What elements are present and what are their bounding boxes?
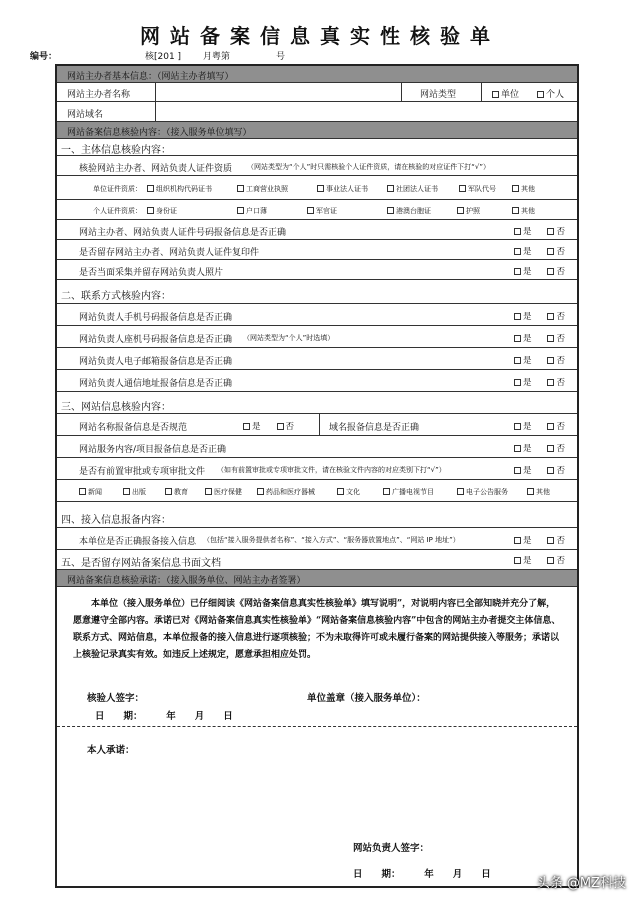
question-row: 是否当面采集并留存网站负责人照片 是 否 xyxy=(57,260,577,280)
question-row xyxy=(57,550,577,570)
person-cert-row: 个人证件资质： 身份证 户口薄 军官证 港澳台胞证 护照 其他 xyxy=(57,200,577,220)
domain-label: 网站域名 xyxy=(67,110,104,120)
cert-check-line: 核验网站主办者、网站负责人证件资质 xyxy=(79,164,233,174)
owner-name-row xyxy=(57,83,577,102)
owner-name-field[interactable] xyxy=(155,83,401,101)
verify-header: 网站备案信息核验内容：（接入服务单位填写） xyxy=(57,122,577,139)
no-checkbox[interactable]: 否 xyxy=(547,466,565,476)
question-row: 网站主办者、网站负责人证件号码报备信息是否正确 是 否 xyxy=(57,220,577,240)
serial-core: 核[201 ] xyxy=(145,52,182,62)
category-education-checkbox[interactable]: 教育 xyxy=(165,487,188,497)
yes-checkbox[interactable]: 是 xyxy=(514,334,532,344)
question-row: 本单位是否正确报备接入信息 （包括“接入服务提供者名称”、“接入方式”、“服务器放置地点”、“网站 IP 地址”） 是 否 xyxy=(57,528,577,550)
cert-other2-checkbox[interactable]: 其他 xyxy=(512,206,535,216)
divider xyxy=(57,726,577,727)
section4-title: 四、接入信息报备内容： xyxy=(61,515,171,526)
yes-checkbox[interactable]: 是 xyxy=(514,444,532,454)
no-checkbox[interactable]: 否 xyxy=(547,444,565,454)
cert-business-license-checkbox[interactable]: 工商营业执照 xyxy=(237,184,288,194)
cert-officer-checkbox[interactable]: 军官证 xyxy=(307,206,337,216)
question-row: 网站负责人座机号码报备信息是否正确 （网站类型为“个人”时选填） 是 否 xyxy=(57,326,577,348)
basic-info-header: 网站主办者基本信息：（网站主办者填写） xyxy=(57,66,577,83)
type-unit-checkbox[interactable]: 单位 xyxy=(492,87,519,100)
cert-military-checkbox[interactable]: 军队代号 xyxy=(459,184,496,194)
category-other-checkbox[interactable]: 其他 xyxy=(527,487,550,497)
category-row xyxy=(57,480,577,502)
question-row: 网站名称报备信息是否规范 是 否 域名报备信息是否正确 是 否 xyxy=(57,414,577,436)
no-checkbox[interactable]: 否 xyxy=(547,556,565,566)
category-drug-checkbox[interactable]: 药品和医疗器械 xyxy=(257,487,315,497)
yes-checkbox[interactable]: 是 xyxy=(514,378,532,388)
cert-other-checkbox[interactable]: 其他 xyxy=(512,184,535,194)
no-checkbox[interactable]: 否 xyxy=(277,422,295,432)
promise-header: 网站备案信息核验承诺：（接入服务单位、网站主办者签署） xyxy=(57,570,577,587)
promise-paragraph: 本单位（接入服务单位）已仔细阅读《网站备案信息真实性核验单》填写说明”，对说明内容已全部知晓并充分了解，愿意遵守全部内容。承诺已对《网站备案信息真实性核验单》“网站备案信息核验内容”中包含的网站主办者提交主体信息、联系方式、网站信息，本单位报备的接入信息进行逐项核验；不为未取得许可或未履行备案的网站提供接入等服务；承诺以上核验记录真实有效。如违反上述规定，愿意承担相应处罚。 xyxy=(73,599,561,660)
no-checkbox[interactable]: 否 xyxy=(547,247,565,257)
yes-checkbox[interactable]: 是 xyxy=(243,422,261,432)
question-row: 网站负责人通信地址报备信息是否正确 是 否 xyxy=(57,370,577,392)
category-medical-checkbox[interactable]: 医疗保健 xyxy=(205,487,242,497)
category-bbs-checkbox[interactable]: 电子公告服务 xyxy=(457,487,508,497)
yes-checkbox[interactable]: 是 xyxy=(514,556,532,566)
category-publish-checkbox[interactable]: 出版 xyxy=(123,487,146,497)
question-row: 是否有前置审批或专项审批文件 （如有前置审批或专项审批文件，请在核验文件内容的对应类别下打“√”） 是 否 xyxy=(57,458,577,480)
cert-passport-checkbox[interactable]: 护照 xyxy=(457,206,480,216)
owner-sign-label: 网站负责人签字： xyxy=(353,843,430,854)
question-row: 是否留存网站主办者、网站负责人证件复印件 是 否 xyxy=(57,240,577,260)
no-checkbox[interactable]: 否 xyxy=(547,334,565,344)
category-news-checkbox[interactable]: 新闻 xyxy=(79,487,102,497)
yes-checkbox[interactable]: 是 xyxy=(514,422,532,432)
type-person-checkbox[interactable]: 个人 xyxy=(537,87,564,100)
serial-num: 号 xyxy=(276,52,286,62)
serial-month: 月粤第 xyxy=(203,52,231,62)
question-row: 网站负责人手机号码报备信息是否正确 是 否 xyxy=(57,304,577,326)
serial-label: 编号： xyxy=(30,52,58,62)
section5-title: 五、是否留存网站备案信息书面文档 xyxy=(61,558,221,569)
no-checkbox[interactable]: 否 xyxy=(547,267,565,277)
no-checkbox[interactable]: 否 xyxy=(547,227,565,237)
self-promise-label: 本人承诺： xyxy=(87,745,135,756)
question-row: 网站负责人电子邮箱报备信息是否正确 是 否 xyxy=(57,348,577,370)
domain-row xyxy=(57,102,577,122)
yes-checkbox[interactable]: 是 xyxy=(514,312,532,322)
cert-association-checkbox[interactable]: 社团法人证书 xyxy=(387,184,438,194)
no-checkbox[interactable]: 否 xyxy=(547,312,565,322)
site-type-label: 网站类型 xyxy=(420,90,457,100)
owner-date: 日 期： 年 月 日 xyxy=(353,869,491,880)
stamp-label: 单位盖章（接入服务单位）： xyxy=(307,693,426,704)
verify-date: 日 期： 年 月 日 xyxy=(95,711,233,722)
form-title: 网站备案信息真实性核验单 xyxy=(140,24,500,48)
cert-org-code-checkbox[interactable]: 组织机构代码证书 xyxy=(147,184,212,194)
unit-cert-row: 单位证件资质： 组织机构代码证书 工商营业执照 事业法人证书 社团法人证书 军队代号 其他 xyxy=(57,176,577,200)
yes-checkbox[interactable]: 是 xyxy=(514,466,532,476)
yes-checkbox[interactable]: 是 xyxy=(514,267,532,277)
category-culture-checkbox[interactable]: 文化 xyxy=(337,487,360,497)
no-checkbox[interactable]: 否 xyxy=(547,378,565,388)
no-checkbox[interactable]: 否 xyxy=(547,536,565,546)
verifier-sign-label: 核验人签字： xyxy=(87,693,145,704)
cert-household-checkbox[interactable]: 户口薄 xyxy=(237,206,267,216)
no-checkbox[interactable]: 否 xyxy=(547,422,565,432)
owner-name-label: 网站主办者名称 xyxy=(67,90,131,100)
cert-check-note: （网站类型为“个人”时只需核验个人证件资质，请在核验的对应证件下打“√”） xyxy=(247,163,490,171)
category-tv-checkbox[interactable]: 广播电视节目 xyxy=(383,487,434,497)
no-checkbox[interactable]: 否 xyxy=(547,356,565,366)
yes-checkbox[interactable]: 是 xyxy=(514,227,532,237)
section3-title: 三、网站信息核验内容： xyxy=(61,402,171,413)
yes-checkbox[interactable]: 是 xyxy=(514,356,532,366)
cert-id-card-checkbox[interactable]: 身份证 xyxy=(147,206,177,216)
cert-hk-macau-checkbox[interactable]: 港澳台胞证 xyxy=(387,206,431,216)
yes-checkbox[interactable]: 是 xyxy=(514,536,532,546)
verification-form xyxy=(55,64,579,888)
cert-institution-checkbox[interactable]: 事业法人证书 xyxy=(317,184,368,194)
domain-field[interactable] xyxy=(155,102,577,121)
question-row: 网站服务内容/项目报备信息是否正确 是 否 xyxy=(57,436,577,458)
section2-title: 二、联系方式核验内容： xyxy=(61,291,171,302)
watermark: 头条 @MZ科技 xyxy=(536,876,626,891)
yes-checkbox[interactable]: 是 xyxy=(514,247,532,257)
section1-title: 一、主体信息核验内容： xyxy=(61,145,171,156)
